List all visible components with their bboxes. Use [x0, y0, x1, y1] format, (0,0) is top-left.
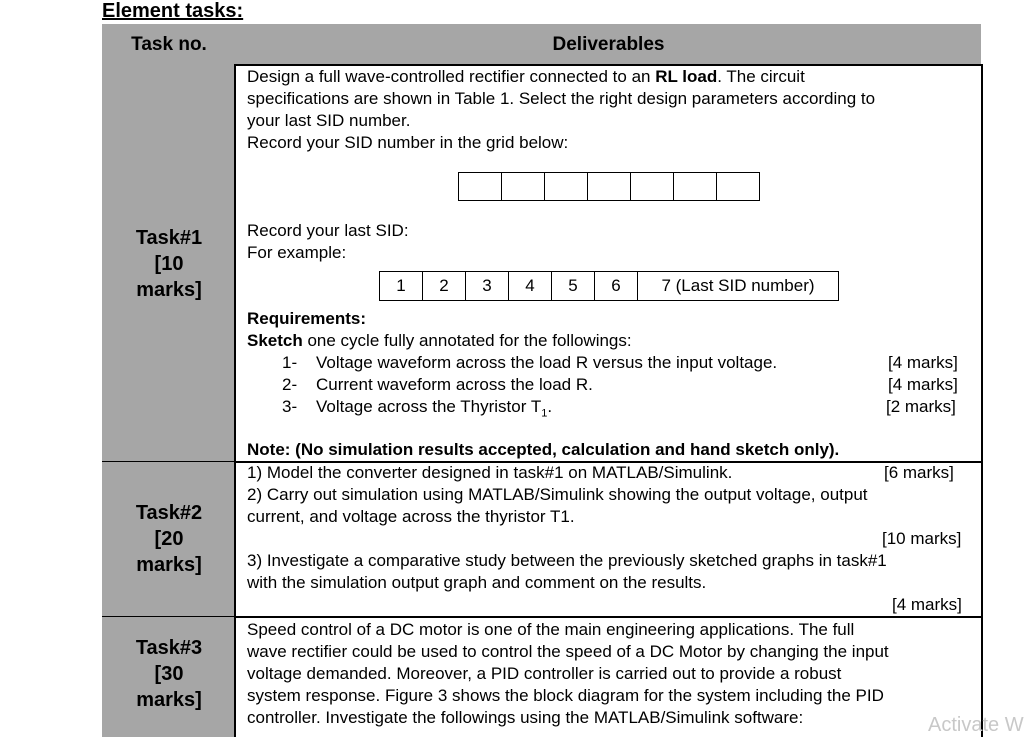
req-item-num: 3-: [282, 397, 298, 416]
record-last-sid: Record your last SID:: [247, 221, 409, 240]
task1-intro-line4: Record your SID number in the grid below:: [247, 133, 569, 152]
task3-line2: wave rectifier could be used to control the speed of a DC Motor by changing the input: [247, 642, 889, 661]
task2-line1-marks: [6 marks]: [884, 463, 954, 482]
sid-cell[interactable]: [674, 173, 717, 200]
section-heading: Element tasks:: [102, 0, 244, 22]
task3-row: [102, 617, 981, 737]
example-cell: 3: [466, 272, 509, 300]
task3-line5: controller. Investigate the followings using the MATLAB/Simulink software:: [247, 708, 804, 727]
example-cell: 6: [595, 272, 638, 300]
sid-cell[interactable]: [631, 173, 674, 200]
task2-line5-marks: [4 marks]: [892, 595, 962, 614]
req-item-marks: [4 marks]: [888, 375, 958, 394]
task2-line3-marks: [10 marks]: [882, 529, 962, 548]
task1-intro-line2: specifications are shown in Table 1. Select the right design parameters according to: [247, 89, 876, 108]
example-cell: 5: [552, 272, 595, 300]
task1-note: Note: (No simulation results accepted, calculation and hand sketch only).: [247, 440, 840, 459]
sid-cell[interactable]: [588, 173, 631, 200]
task3-line3: voltage demanded. Moreover, a PID controller is carried out to provide a robust: [247, 664, 842, 683]
task2-row: [102, 462, 981, 617]
header-task-no: Task no.: [131, 34, 207, 55]
task1-intro-line3: your last SID number.: [247, 111, 411, 130]
example-sid-grid: [379, 271, 839, 301]
req-item-num: 2-: [282, 375, 298, 394]
sketch-line: Sketch one cycle fully annotated for the followings:: [247, 331, 632, 350]
req-item-num: 1-: [282, 353, 298, 372]
example-cell: 2: [423, 272, 466, 300]
task2-line2: 2) Carry out simulation using MATLAB/Simulink showing the output voltage, output: [247, 485, 868, 504]
task1-intro-line1: Design a full wave-controlled rectifier connected to an RL load. The circuit: [247, 67, 805, 86]
sid-cell[interactable]: [545, 173, 588, 200]
req-item-marks: [4 marks]: [888, 353, 958, 372]
requirements-label: Requirements:: [247, 309, 367, 328]
example-cell: 7 (Last SID number): [661, 276, 815, 295]
req-item-text: Current waveform across the load R.: [316, 375, 593, 394]
task3-line1: Speed control of a DC motor is one of the main engineering applications. The full: [247, 620, 855, 639]
task3-line4: system response. Figure 3 shows the block diagram for the system including the PID: [247, 686, 884, 705]
task1-label: Task#1 [10 marks]: [102, 64, 236, 462]
task3-label: Task#3 [30 marks]: [102, 617, 236, 737]
right-border: [981, 64, 983, 737]
example-cell: 1: [380, 272, 423, 300]
header-deliverables: Deliverables: [552, 34, 665, 55]
req-item-text: Voltage waveform across the load R versus the input voltage.: [316, 353, 778, 372]
for-example: For example:: [247, 243, 347, 262]
activate-watermark: Activate W: [928, 714, 1024, 736]
task2-line1: 1) Model the converter designed in task#1 on MATLAB/Simulink.: [247, 463, 733, 482]
req-item-marks: [2 marks]: [886, 397, 956, 416]
task1-row: [102, 64, 981, 462]
task2-label: Task#2 [20 marks]: [102, 462, 236, 617]
sid-cell[interactable]: [502, 173, 545, 200]
req-item-text: Voltage across the Thyristor $T_1$.: [316, 397, 553, 420]
sid-grid[interactable]: [458, 172, 760, 201]
sid-cell[interactable]: [459, 173, 502, 200]
sid-cell[interactable]: [717, 173, 759, 200]
table-header: [102, 24, 981, 64]
task2-line3: current, and voltage across the thyristor T1.: [247, 507, 575, 526]
task2-line4: 3) Investigate a comparative study between the previously sketched graphs in task#1: [247, 551, 887, 570]
example-cell: 4: [509, 272, 552, 300]
task2-line5: with the simulation output graph and comment on the results.: [247, 573, 707, 592]
